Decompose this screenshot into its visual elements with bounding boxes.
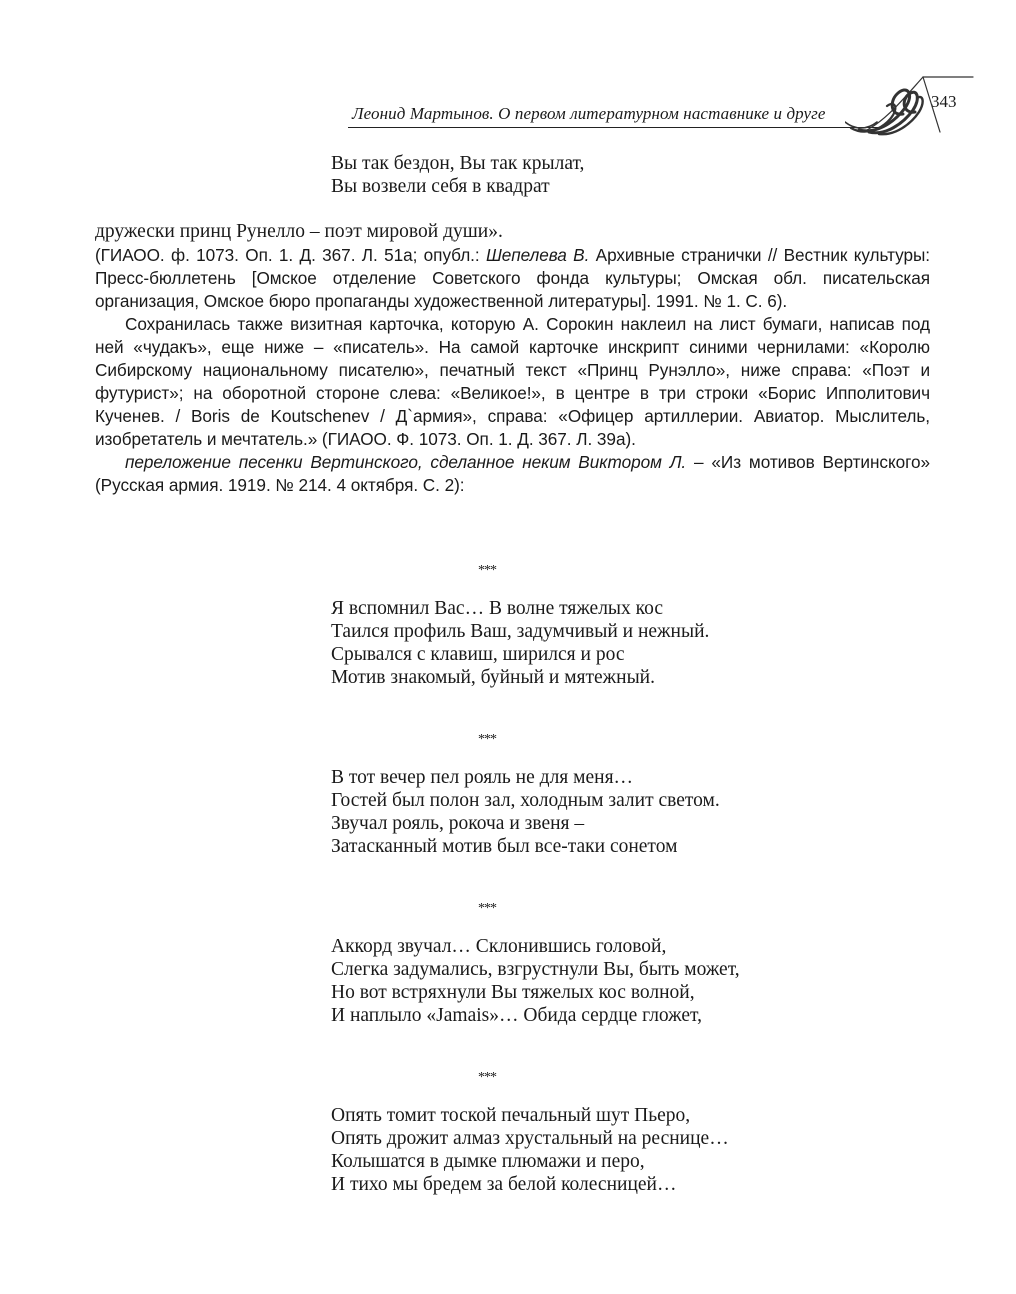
verse-line: Затасканный мотив был все-таки сонетом <box>331 836 678 857</box>
verse-line: И наплыло «Jamais»… Обида сердце гложет, <box>331 1005 702 1026</box>
stanza-separator: *** <box>478 901 496 916</box>
verse-line: Звучал рояль, рокоча и звеня – <box>331 813 585 834</box>
verse-line: Гостей был полон зал, холодным залит светом. <box>331 790 720 811</box>
verse-line: Слегка задумались, взгрустнули Вы, быть может, <box>331 959 740 980</box>
verse-line: Таился профиль Ваш, задумчивый и нежный. <box>331 621 710 642</box>
verse-line: Опять дрожит алмаз хрустальный на реснице… <box>331 1128 729 1149</box>
verse-line: Вы так бездон, Вы так крылат, <box>331 153 585 174</box>
verse-line: И тихо мы бредем за белой колесницей… <box>331 1174 677 1195</box>
verse-line: Но вот встряхнули Вы тяжелых кос волной, <box>331 982 695 1003</box>
prose-section <box>95 244 930 497</box>
stanza-separator: *** <box>478 732 496 747</box>
card-paragraph: Сохранилась также визитная карточка, которую А. Сорокин наклеил на лист бумаги, написав под ней «чудакъ», еще ниже – «писатель». На самой карточке инскрипт синими чернилами: «Королю Сибирскому национальному писателю», печатный текст «Принц Рунэлло», ниже справа: «Поэт и футурист»; на оборотной стороне слева: «Великое!», в центре в три строки «Борис Ипполитович Кученев. / Boris de Koutschenev / Д`армия», справа: «Офицер артиллерии. Авиатор. Мыслитель, изобретатель и мечтатель.» (ГИАОО. Ф. 1073. Оп. 1. Д. 367. Л. 39а). <box>95 314 930 449</box>
running-title: Леонид Мартынов. О первом литературном наставнике и друге <box>352 104 826 123</box>
transposition-italic: переложение песенки Вертинского, сделанное неким Виктором Л. <box>125 452 687 472</box>
verse-line: Аккорд звучал… Склонившись головой, <box>331 936 667 957</box>
verse-line: В тот вечер пел рояль не для меня… <box>331 767 634 788</box>
stanza-separator: *** <box>478 1070 496 1085</box>
source-note-post: Архивные странички // Вестник культуры: Пресс-бюллетень [Омское отделение Советского фонда культуры; Омская обл. писательская организация, Омское бюро пропаганды художественной литературы]. 1991. № 1. С. 6). <box>95 245 930 311</box>
stanza <box>331 766 720 858</box>
stanza <box>331 1104 729 1196</box>
verse-line: Мотив знакомый, буйный и мятежный. <box>331 667 655 688</box>
verse-line: Я вспомнил Вас… В волне тяжелых кос <box>331 598 664 619</box>
verse-line: Вы возвели себя в квадрат <box>331 176 550 197</box>
source-note-author: Шепелева В. <box>485 245 590 265</box>
verse-fragment <box>331 152 584 198</box>
page-number: 343 <box>931 92 957 111</box>
verse-line: Срывался с клавиш, ширился и рос <box>331 644 625 665</box>
header-rule <box>348 127 880 128</box>
transposition-rest: – «Из мотивов Вертинского» (Русская армия. 1919. № 214. 4 октября. С. 2): <box>95 452 930 495</box>
page-header <box>340 72 970 142</box>
source-note <box>95 244 930 313</box>
transposition-paragraph <box>95 451 930 497</box>
verse-line: Колышатся в дымке плюмажи и перо, <box>331 1151 645 1172</box>
stanza <box>331 597 709 689</box>
stanza <box>331 935 740 1027</box>
verse-line: Опять томит тоской печальный шут Пьеро, <box>331 1105 691 1126</box>
source-note-pre: (ГИАОО. ф. 1073. Оп. 1. Д. 367. Л. 51а; опубл.: <box>95 245 486 265</box>
stanza-separator: *** <box>478 563 496 578</box>
verse-closing-line: дружески принц Рунелло – поэт мировой души». <box>95 221 503 242</box>
